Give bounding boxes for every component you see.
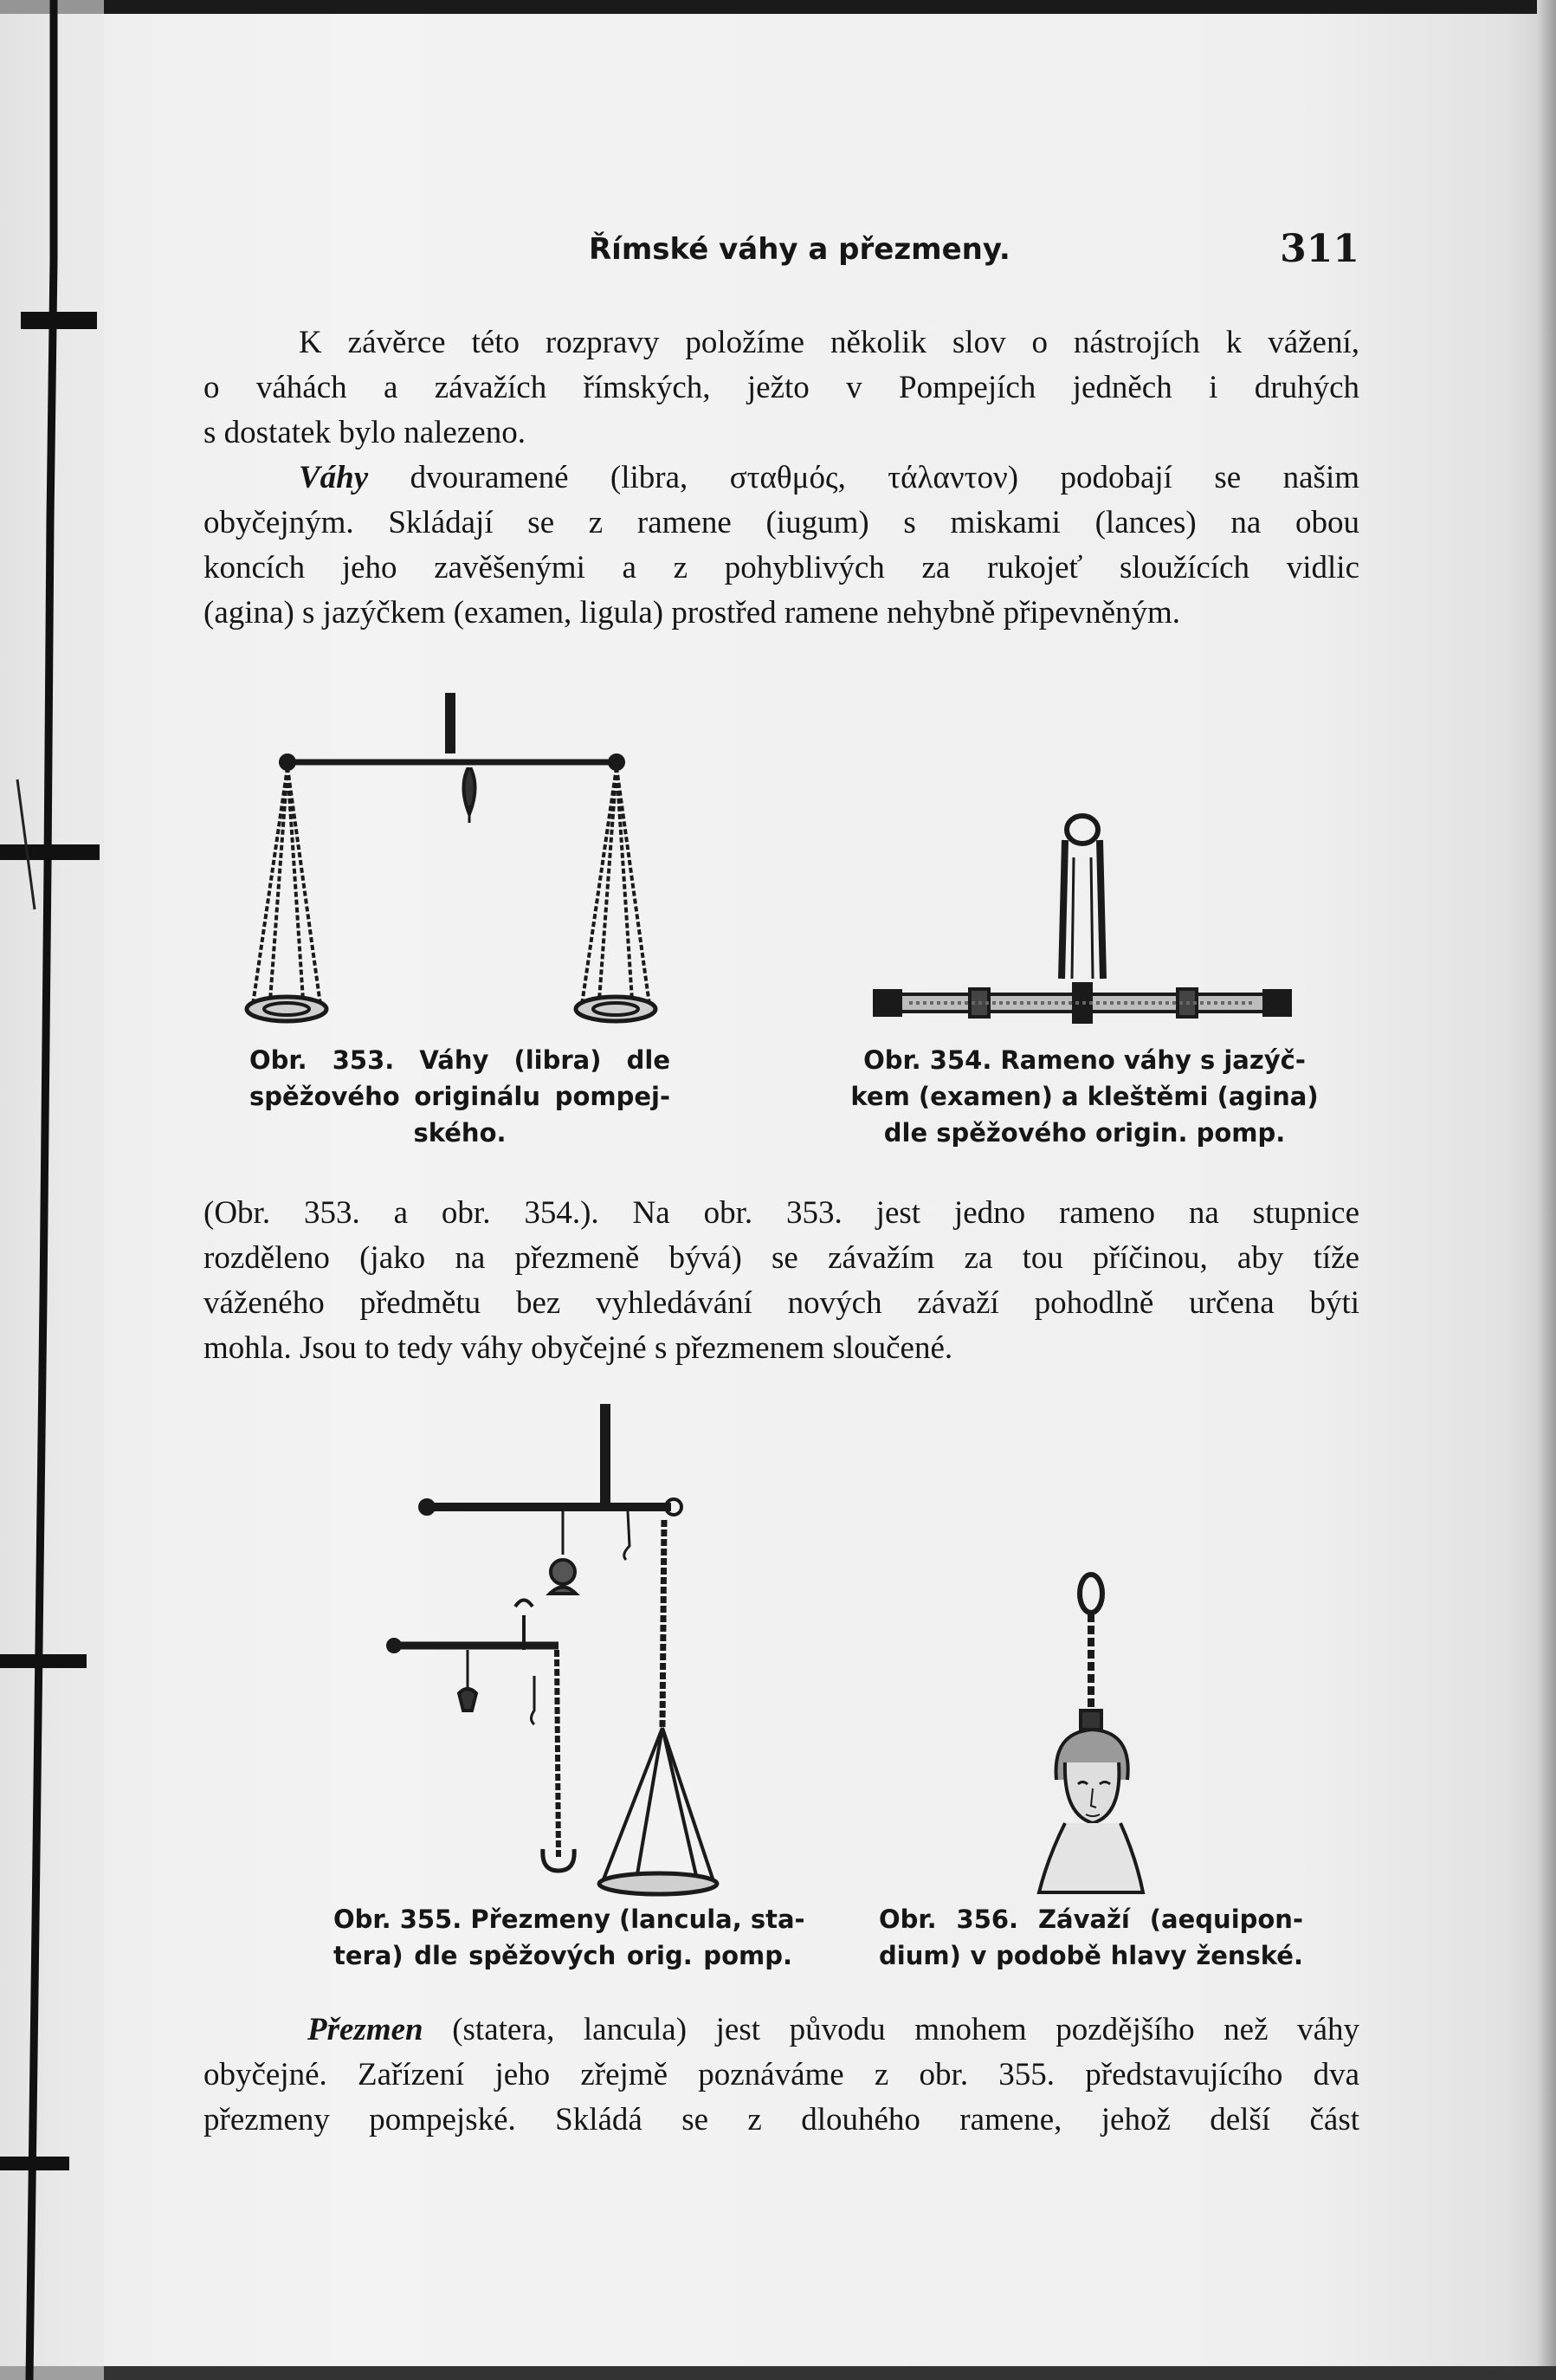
figure-356-caption xyxy=(879,1901,1303,1974)
paragraph-3 xyxy=(203,1191,1359,1371)
caption-line: Obr. 355. Přezmeny (lancula, sta- xyxy=(333,1905,805,1934)
figure-355-caption xyxy=(333,1901,805,1974)
paragraph-line: obyčejným. Skládají se z ramene (iugum) s miskami (lances) na obou xyxy=(203,505,1359,540)
paragraph-line: o váhách a závažích římských, ježto v Pompejích jedněch i druhých xyxy=(203,370,1359,405)
paragraph-4 xyxy=(203,2008,1359,2143)
term-vahy: Váhy xyxy=(299,460,369,495)
paragraph-line: přezmeny pompejské. Skládá se z dlouhého ramene, jehož delší část xyxy=(203,2102,1359,2137)
caption-line: tera) dle spěžových orig. pomp. xyxy=(333,1941,792,1970)
paragraph-line: mohla. Jsou to tedy váhy obyčejné s přezmenem sloučené. xyxy=(203,1330,953,1366)
figure-354-beam-illustration xyxy=(857,805,1316,1031)
caption-line: dle spěžového origin. pomp. xyxy=(883,1118,1286,1148)
caption-line: ského. xyxy=(413,1118,507,1148)
caption-line: spěžového originálu pompej- xyxy=(249,1082,670,1111)
paragraph-line: koncích jeho zavěšenými a z pohyblivých za rukojeť sloužících vidlic xyxy=(203,550,1359,585)
paragraph-2 xyxy=(203,456,1359,636)
caption-line: kem (examen) a kleštěmi (agina) xyxy=(850,1082,1319,1111)
page-top-edge xyxy=(0,0,1556,14)
caption-line: dium) v podobě hlavy ženské. xyxy=(879,1941,1303,1970)
paragraph-line: K závěrce této rozpravy položíme několik slov o nástrojích k vážení, xyxy=(299,325,1359,360)
paragraph-line: obyčejné. Zařízení jeho zřejmě poznáváme z obr. 355. představujícího dva xyxy=(203,2057,1359,2092)
book-binding xyxy=(0,0,104,2380)
paragraph-line: s dostatek bylo nalezeno. xyxy=(203,415,526,450)
paragraph-line: váženého předmětu bez vyhledávání nových závaží pohodlně určena býti xyxy=(203,1285,1359,1321)
caption-line: Obr. 353. Váhy (libra) dle xyxy=(249,1045,670,1075)
figure-353-caption xyxy=(249,1042,670,1151)
paragraph-line: rozděleno (jako na přezmeně bývá) se závažím za tou příčinou, aby tíže xyxy=(203,1240,1359,1276)
caption-line: Obr. 356. Závaží (aequipon- xyxy=(879,1905,1303,1934)
paragraph-line-rest: dvouramené (libra, σταθμός, τάλαντον) podobají se našim xyxy=(410,460,1359,495)
figure-355-steelyard-illustration xyxy=(385,1399,732,1901)
page-bottom-edge xyxy=(0,2366,1556,2380)
running-header xyxy=(563,227,1368,279)
paragraph-line xyxy=(203,2008,1359,2053)
paragraph-line xyxy=(203,456,1359,501)
figure-356-weight-head-illustration xyxy=(1030,1563,1152,1901)
figure-353-balance-illustration xyxy=(242,684,675,1039)
paragraph-line-rest: (statera, lancula) jest původu mnohem pozdějšího než váhy xyxy=(452,2012,1360,2047)
caption-line: Obr. 354. Rameno váhy s jazýč- xyxy=(863,1045,1306,1075)
term-prezmen: Přezmen xyxy=(307,2012,423,2047)
paragraph-line: (agina) s jazýčkem (examen, ligula) prostřed ramene nehybně připevněným. xyxy=(203,595,1181,631)
page-number: 311 xyxy=(1280,227,1359,271)
paragraph-1 xyxy=(203,320,1359,456)
paragraph-line: (Obr. 353. a obr. 354.). Na obr. 353. jest jedno rameno na stupnice xyxy=(203,1195,1359,1231)
figure-354-caption xyxy=(844,1042,1325,1151)
running-title: Římské váhy a přezmeny. xyxy=(589,232,1010,267)
page-right-edge xyxy=(1537,0,1556,2380)
